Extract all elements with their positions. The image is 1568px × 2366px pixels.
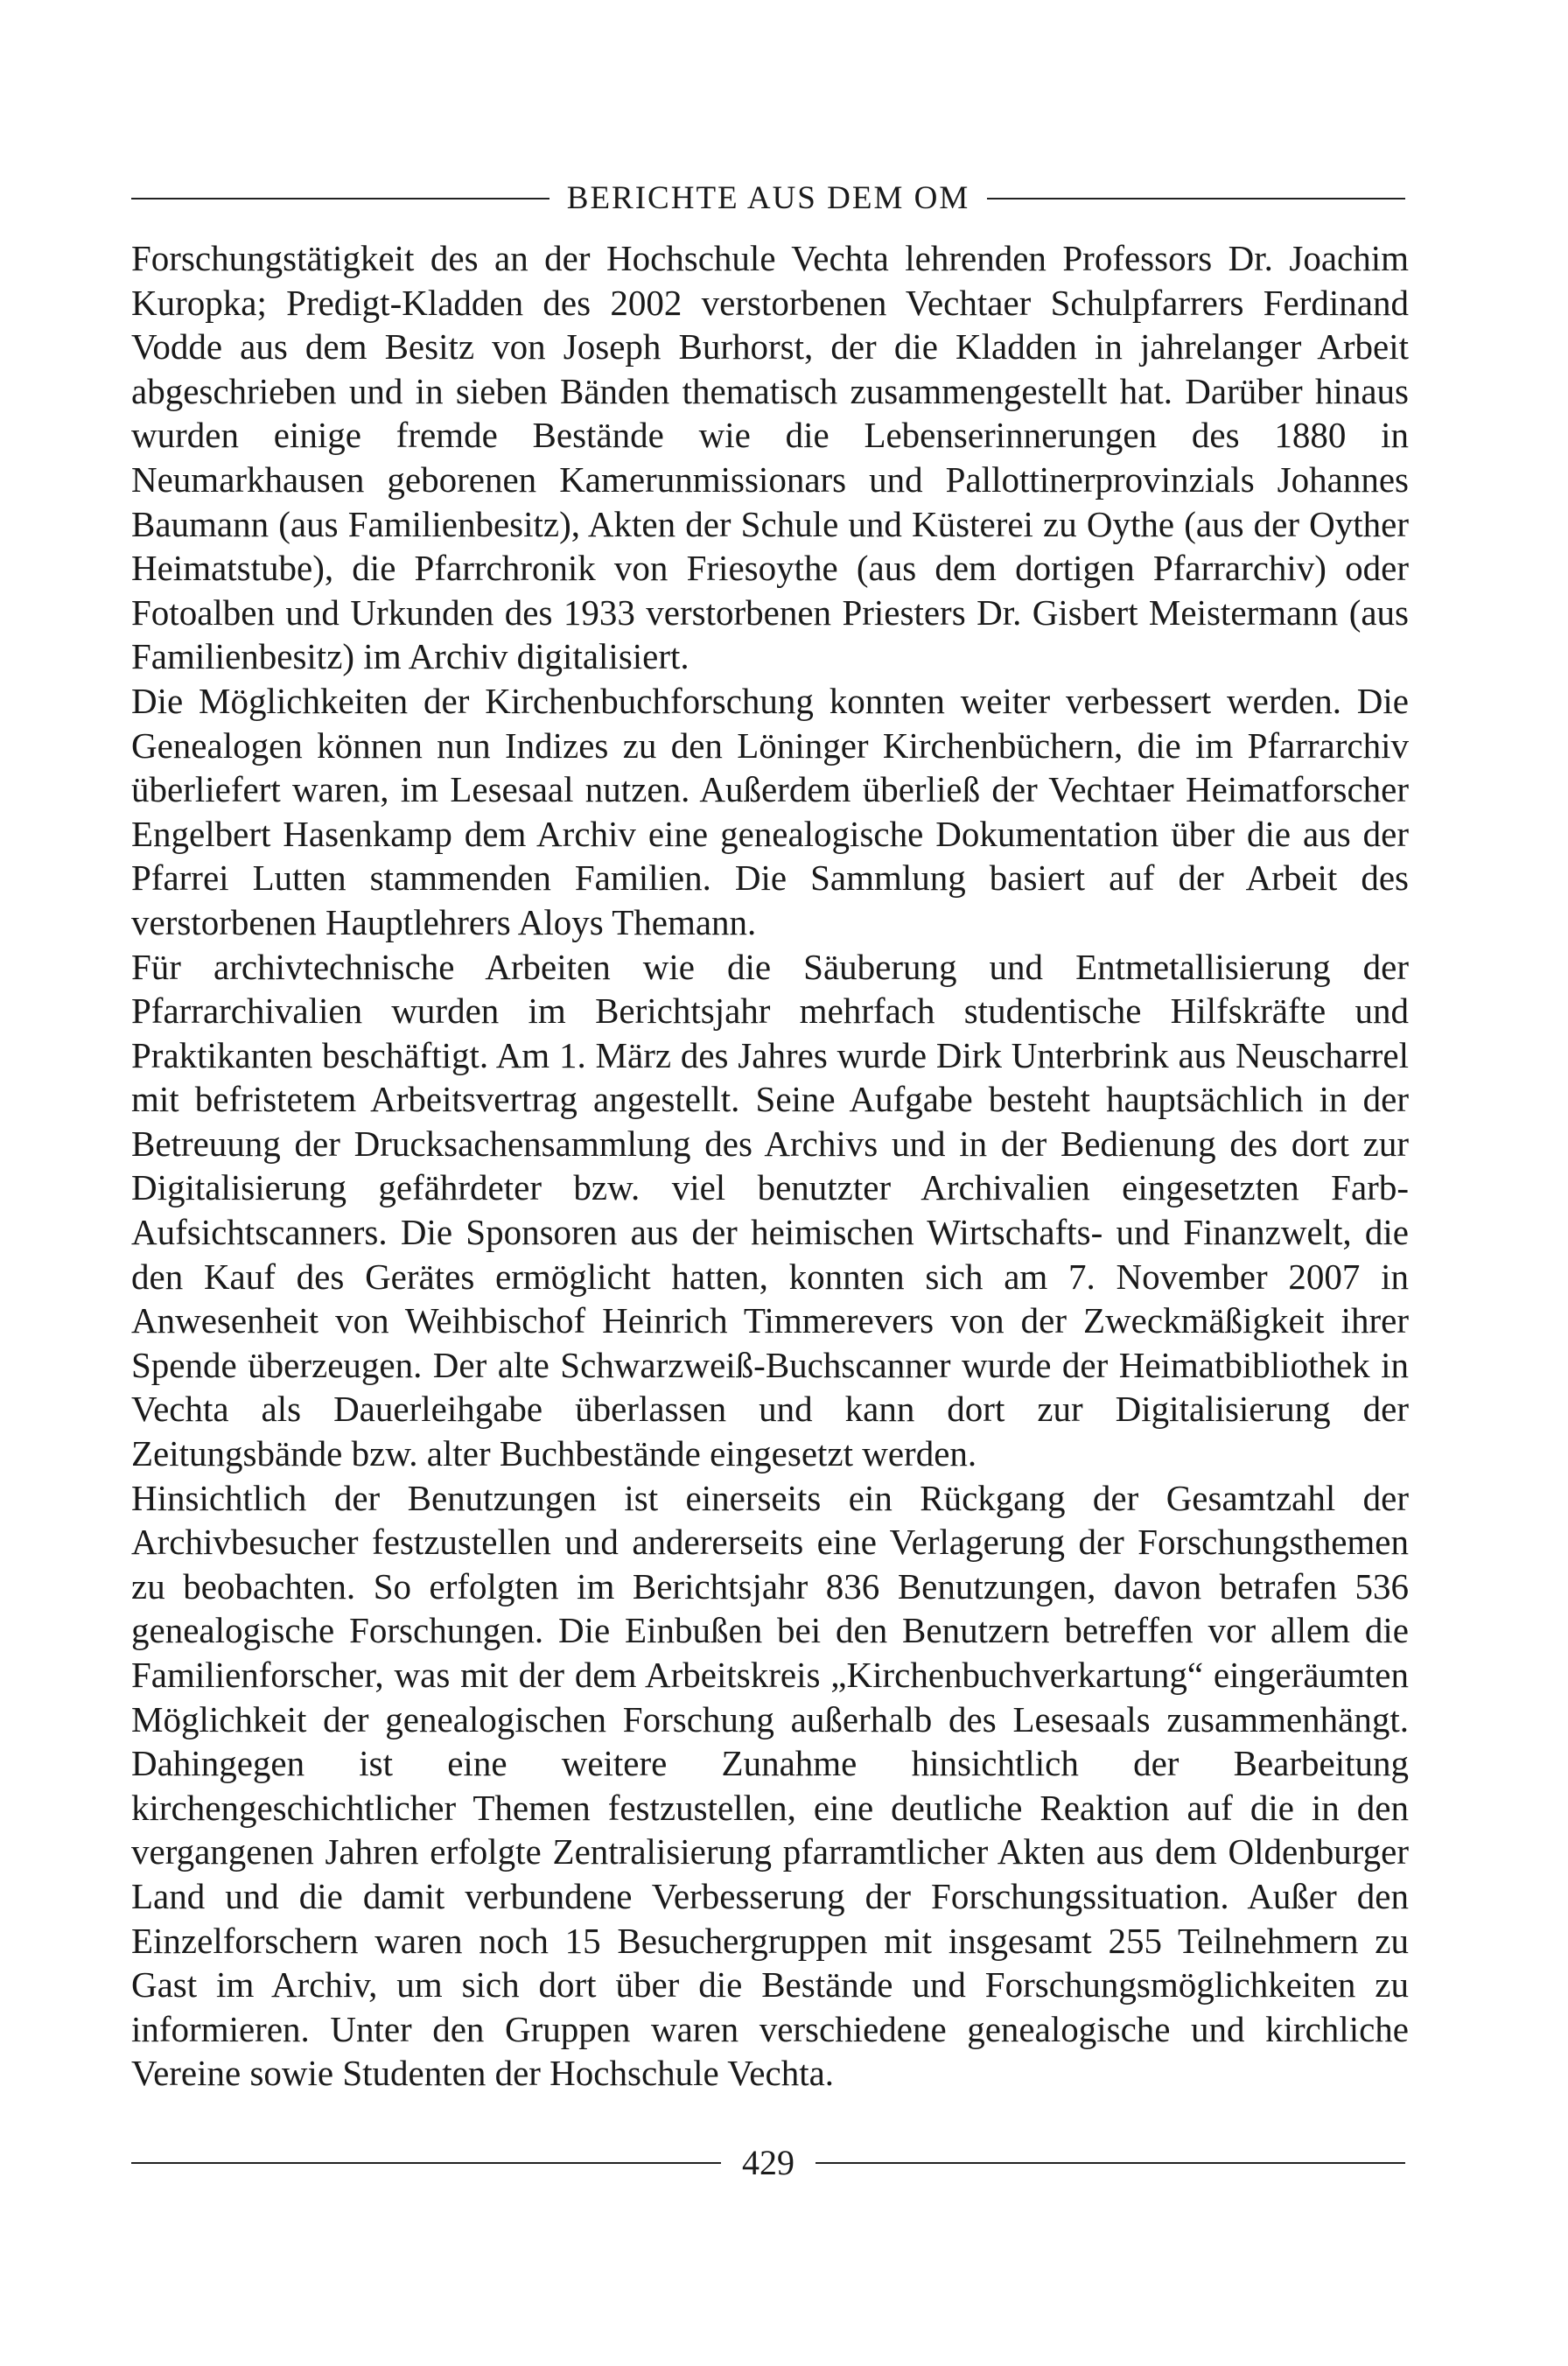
paragraph: Für archivtechnische Arbeiten wie die Säuberung und Entmetallisierung der Pfarrarchivalien wurden im Berichtsjahr mehrfach studentische Hilfskräfte und Praktikanten beschäftigt. Am 1. März des Jahres wurde Dirk Unterbrink aus Neuscharrel mit befristetem Arbeitsvertrag angestellt. Seine Aufgabe besteht hauptsächlich in der Betreuung der Drucksachensammlung des Archivs und in der Bedienung des dort zur Digitalisierung gefährdeter bzw. viel benutzter Archivalien eingesetzten Farb-Aufsichtscanners. Die Sponsoren aus der heimischen Wirtschafts- und Finanzwelt, die den Kauf des Gerätes ermöglicht hatten, konnten sich am 7. November 2007 in Anwesenheit von Weihbischof Heinrich Timmerevers von der Zweckmäßigkeit ihrer Spende überzeugen. Der alte Schwarzweiß-Buchscanner wurde der Heimatbibliothek in Vechta als Dauerleihgabe überlassen und kann dort zur Digitalisierung der Zeitungsbände bzw. alter Buchbestände eingesetzt werden. [131, 946, 1409, 1474]
body-text [131, 236, 1409, 2096]
header-rule-right [987, 198, 1405, 200]
paragraph: Hinsichtlich der Benutzungen ist einerseits ein Rückgang der Gesamtzahl der Archivbesucher festzustellen und andererseits eine Verlagerung der Forschungsthemen zu beobachten. So erfolgten im Berichtsjahr 836 Benutzungen, davon betrafen 536 genealogische Forschungen. Die Einbußen bei den Benutzern betreffen vor allem die Familienforscher, was mit der dem Arbeitskreis „Kirchenbuchverkartung“ eingeräumten Möglichkeit der genealogischen Forschung außerhalb des Lesesaals zusammenhängt. Dahingegen ist eine weitere Zunahme hinsichtlich der Bearbeitung kirchengeschichtlicher Themen festzustellen, eine deutliche Reaktion auf die in den vergangenen Jahren erfolgte Zentralisierung pfarramtlicher Akten aus dem Oldenburger Land und die damit verbundene Verbesserung der Forschungssituation. Außer den Einzelforschern waren noch 15 Besuchergruppen mit insgesamt 255 Teilnehmern zu Gast im Archiv, um sich dort über die Bestände und Forschungsmöglichkeiten zu informieren. Unter den Gruppen waren verschiedene genealogische und kirchliche Vereine sowie Studenten der Hochschule Vechta. [131, 1477, 1409, 2094]
paragraph: Die Möglichkeiten der Kirchenbuchforschung konnten weiter verbessert werden. Die Genealogen können nun Indizes zu den Löninger Kirchenbüchern, die im Pfarrarchiv überliefert waren, im Lesesaal nutzen. Außerdem überließ der Vechtaer Heimatforscher Engelbert Hasenkamp dem Archiv eine genealogische Dokumentation über die aus der Pfarrei Lutten stammenden Familien. Die Sammlung basiert auf der Arbeit des verstorbenen Hauptlehrers Aloys Themann. [131, 680, 1409, 942]
footer-rule-left [131, 2162, 721, 2164]
running-header [131, 178, 1405, 220]
page-footer [131, 2138, 1405, 2188]
header-title: BERICHTE AUS DEM OM [566, 180, 970, 216]
paragraph: Forschungstätigkeit des an der Hochschule Vechta lehrenden Professors Dr. Joachim Kuropka; Predigt-Kladden des 2002 verstorbenen Vechtaer Schulpfarrers Ferdinand Vodde aus dem Besitz von Joseph Burhorst, der die Kladden in jahrelanger Arbeit abgeschrieben und in sieben Bänden thematisch zusammengestellt hat. Darüber hinaus wurden einige fremde Bestände wie die Lebenserinnerungen des 1880 in Neumarkhausen geborenen Kamerunmissionars und Pallottinerprovinzials Johannes Baumann (aus Familienbesitz), Akten der Schule und Küsterei zu Oythe (aus der Oyther Heimatstube), die Pfarrchronik von Friesoythe (aus dem dortigen Pfarrarchiv) oder Fotoalben und Urkunden des 1933 verstorbenen Priesters Dr. Gisbert Meistermann (aus Familienbesitz) im Archiv digitalisiert. [131, 238, 1409, 677]
footer-rule-right [816, 2162, 1405, 2164]
header-rule-left [131, 198, 550, 200]
page-number: 429 [742, 2143, 794, 2182]
